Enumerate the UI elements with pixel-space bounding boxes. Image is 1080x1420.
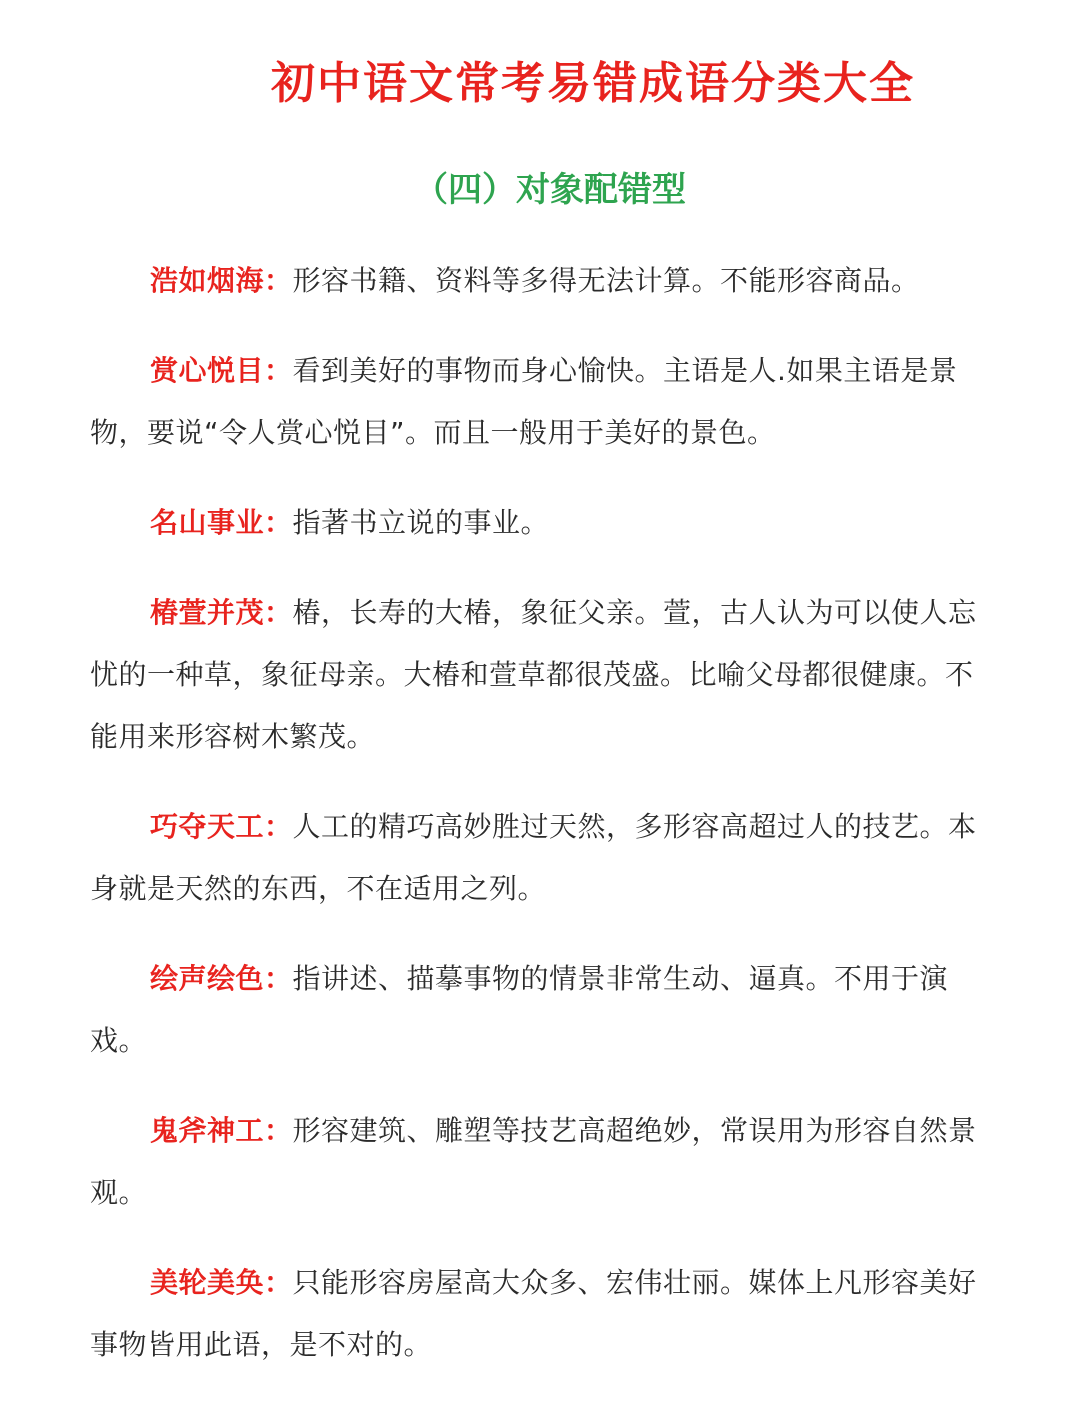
idiom-term: 绘声绘色：: [150, 962, 293, 995]
idiom-entry: [90, 492, 995, 554]
page-title: 初中语文常考易错成语分类大全: [271, 58, 915, 109]
idiom-entry: [90, 948, 995, 1072]
idiom-term: 巧夺天工：: [150, 810, 293, 843]
idiom-entry: [90, 250, 995, 312]
idiom-entry: [90, 1252, 995, 1376]
idiom-term: 浩如烟海：: [150, 264, 293, 297]
section-title: （四）对象配错型: [414, 170, 686, 210]
idiom-term: 鬼斧神工：: [150, 1114, 293, 1147]
idiom-definition: 人工的精巧高妙胜过天然，多形容高超过人的技艺。本身就是天然的东西，不在适用之列。: [90, 810, 977, 905]
idiom-term: 美轮美奂：: [150, 1266, 293, 1299]
idiom-term: 赏心悦目：: [150, 354, 293, 387]
idiom-term: 名山事业：: [150, 506, 293, 539]
idiom-definition: 形容建筑、雕塑等技艺高超绝妙，常误用为形容自然景观。: [90, 1114, 977, 1209]
idiom-entry: [90, 582, 995, 768]
idiom-definition: 形容书籍、资料等多得无法计算。不能形容商品。: [292, 264, 920, 297]
idiom-list: [90, 250, 995, 1404]
idiom-definition: 指著书立说的事业。: [292, 506, 550, 539]
idiom-entry: [90, 796, 995, 920]
idiom-term: 椿萱并茂：: [150, 596, 293, 629]
idiom-entry: [90, 1100, 995, 1224]
idiom-entry: [90, 340, 995, 464]
idiom-definition: 指讲述、描摹事物的情景非常生动、逼真。不用于演戏。: [90, 962, 949, 1057]
idiom-definition: 看到美好的事物而身心愉快。主语是人.如果主语是景物，要说“令人赏心悦目”。而且一般用于美好的景色。: [90, 354, 958, 449]
idiom-definition: 只能形容房屋高大众多、宏伟壮丽。媒体上凡形容美好事物皆用此语，是不对的。: [90, 1266, 977, 1361]
idiom-definition: 椿，长寿的大椿，象征父亲。萱，古人认为可以使人忘忧的一种草，象征母亲。大椿和萱草都很茂盛。比喻父母都很健康。不能用来形容树木繁茂。: [90, 596, 977, 753]
